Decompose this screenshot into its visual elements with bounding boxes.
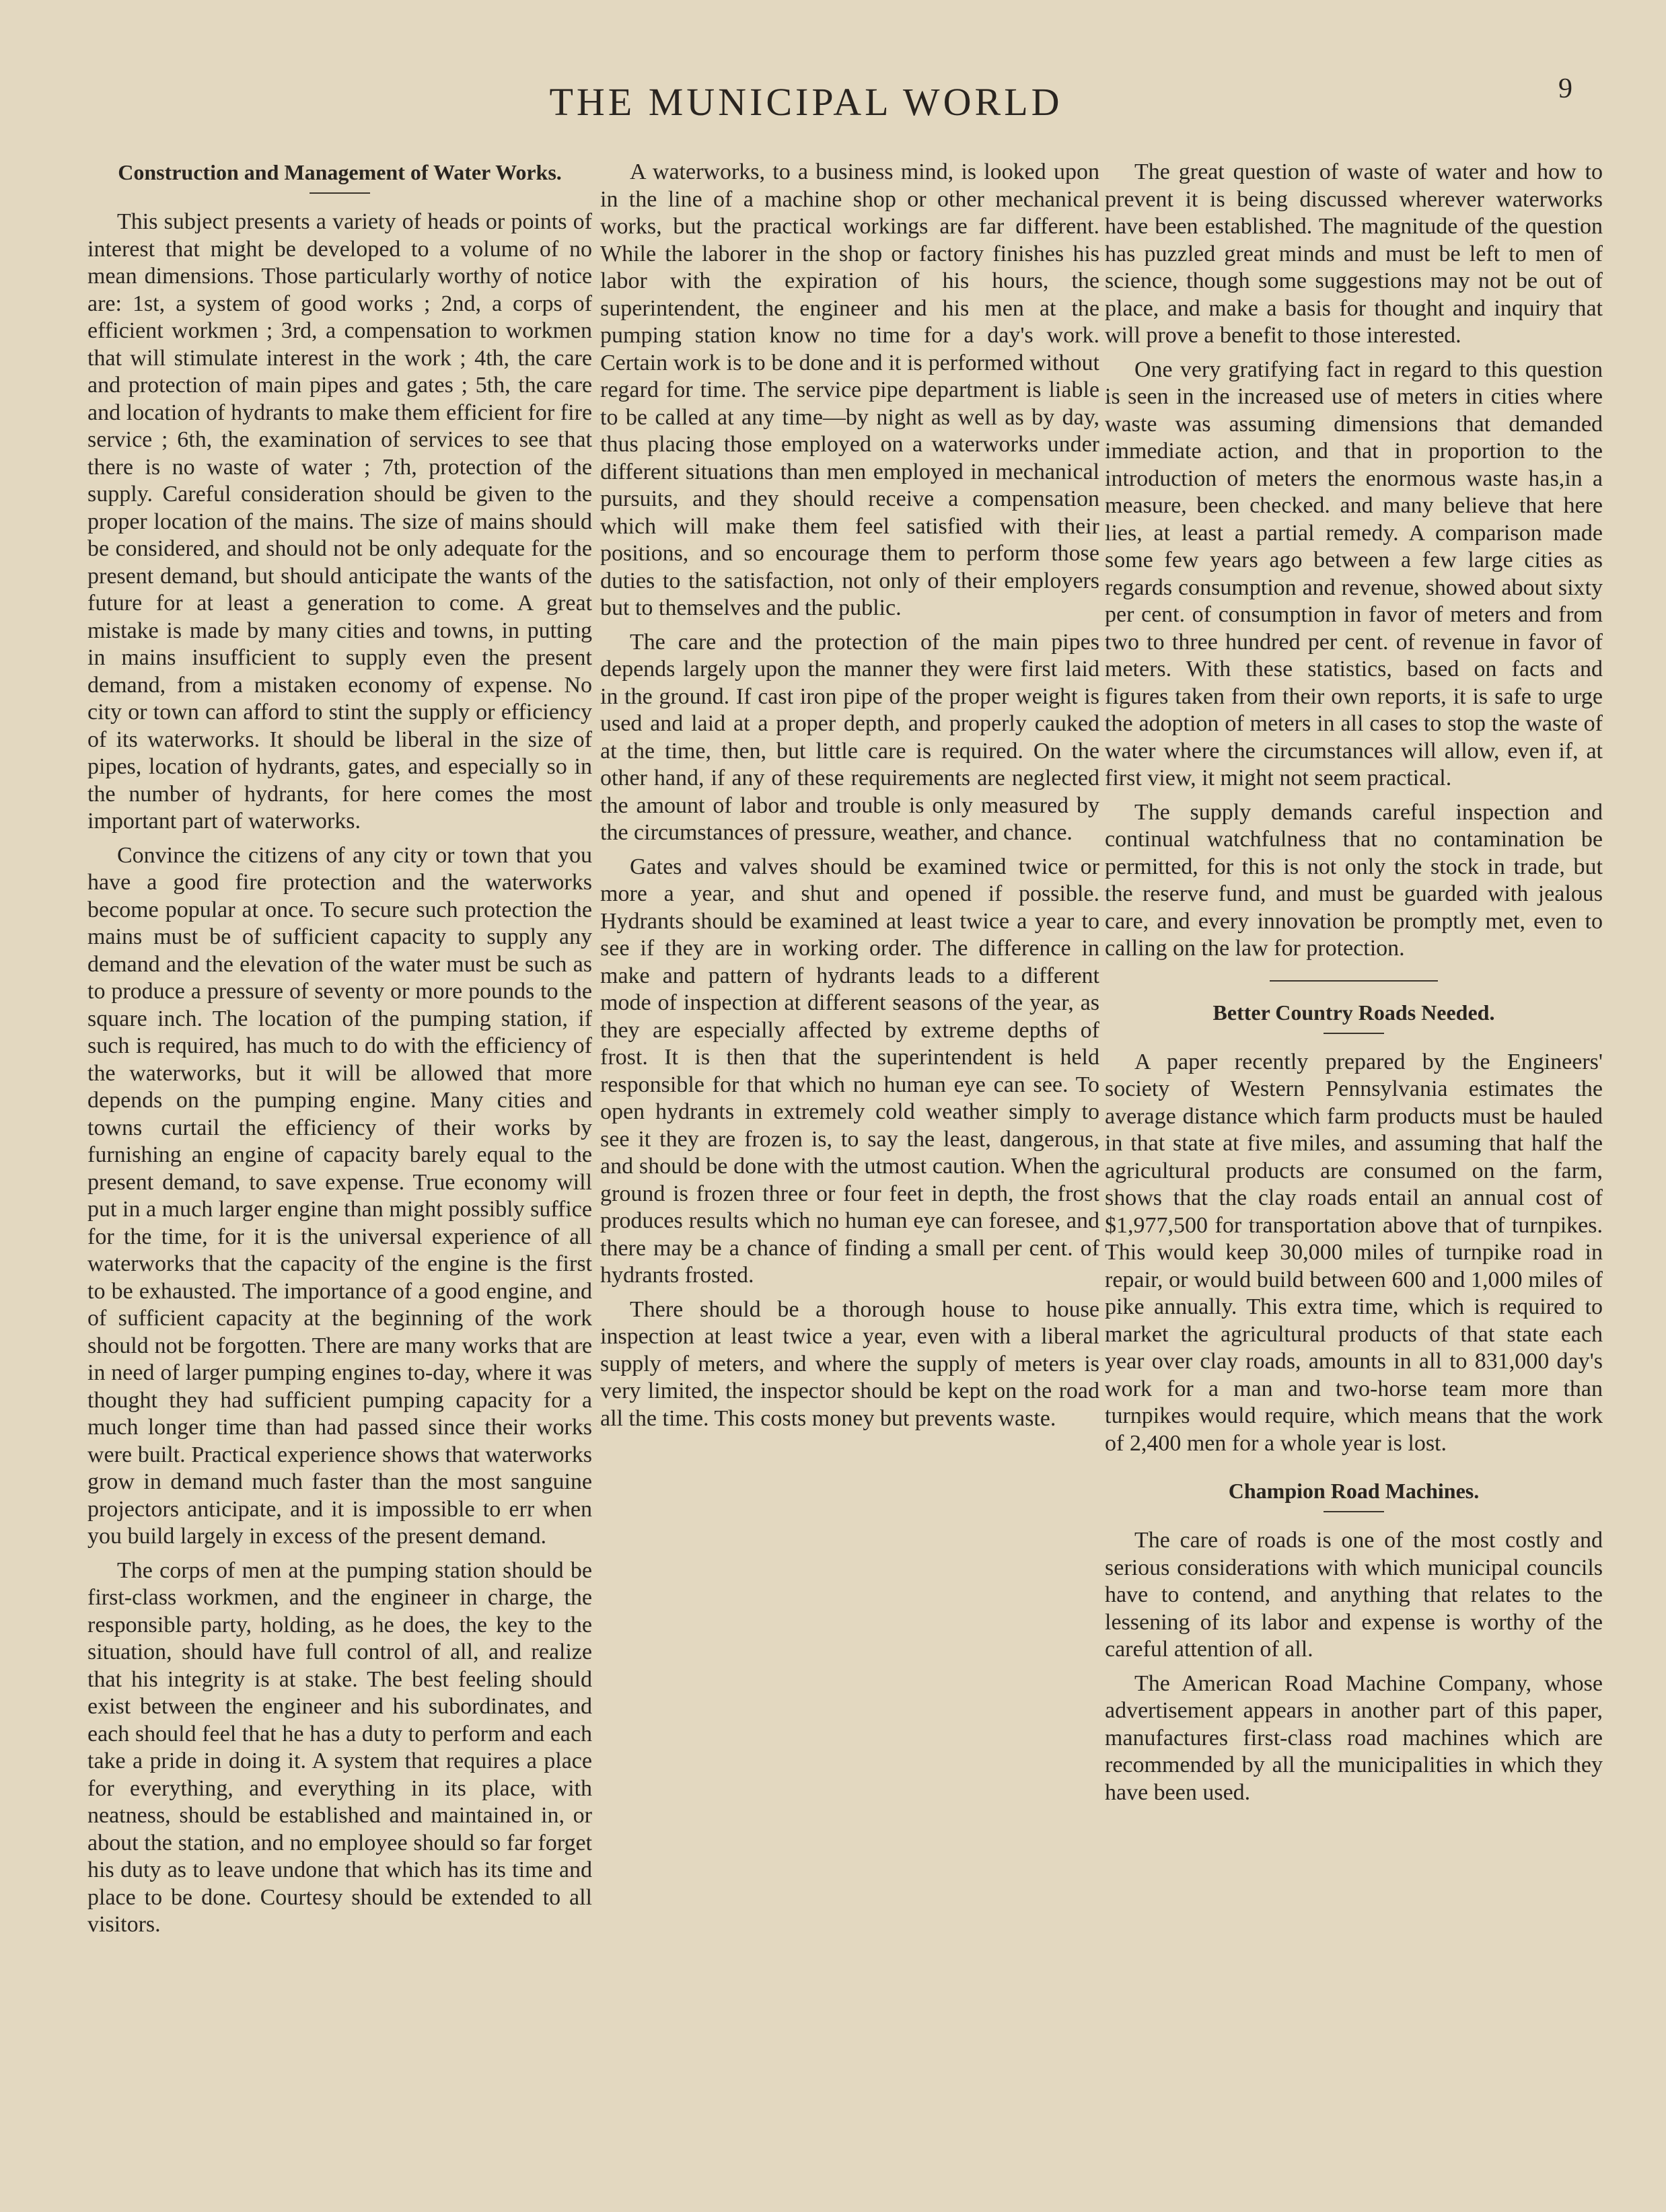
paragraph: The corps of men at the pumping station should be first-class workmen, and the engineer in charge, the responsible party, holding, as he does, the key to the situation, should have full control of all, and realize that his integrity is at stake. The best feeling should exist between the engineer and his subordinates, and each should feel that he has a duty to perform and each take a pride in doing it. A system that requires a place for everything, and everything in its place, with neatness, should be established and maintained in, or about the station, and no employee should so far forget his duty as to leave undone that which has its time and place to be done. Courtesy should be extended to all visitors. — [87, 1557, 592, 1937]
paragraph: One very gratifying fact in regard to this question is seen in the increased use of meters in cities where waste was assuming dimensions that demanded immediate action, and that in proportion to the introduction of meters the enormous waste has,in a measure, been checked. and many believe that here lies, at least a partial remedy. A comparison made some few years ago between a few large cities as regards consumption and revenue, showed about sixty per cent. of consumption in favor of meters and from two to three hundred per cent. of revenue in favor of meters. With these statistics, based on facts and figures taken from their own reports, it is safe to urge the adoption of meters in all cases to stop the waste of water where the circumstances will allow, even if, at first view, it might not seem practical. — [1105, 357, 1603, 790]
paragraph: The great question of waste of water and how to prevent it is being discussed wherever waterworks have been established. The magnitude of the question has puzzled great minds and must be left to men of science, though some suggestions may not be out of place, and make a basis for thought and inquiry that will prove a benefit to those interested. — [1105, 159, 1603, 348]
heading-rule — [1324, 1511, 1384, 1512]
article-heading-road-machines: Champion Road Machines. — [1228, 1479, 1480, 1503]
column-1 — [87, 159, 592, 2184]
paragraph: Gates and valves should be examined twice or more a year, and shut and opened if possible. Hydrants should be examined at least twice a year to see if they are in working order. The difference in make and pattern of hydrants leads to a different mode of inspection at different seasons of the year, as they are especially affected by extreme depths of frost. It is then that the superintendent is held responsible for that which no human eye can see. To open hydrants in extremely cold weather simply to see it they are frozen is, to say the least, dangerous, and should be done with the utmost caution. When the ground is frozen three or four feet in depth, the frost produces results which no human eye can foresee, and there may be a chance of finding a small per cent. of hydrants frosted. — [600, 854, 1099, 1288]
article-heading-water-works: Construction and Management of Water Works. — [118, 160, 562, 184]
publication-title: THE MUNICIPAL WORLD — [549, 80, 1063, 124]
paragraph: This subject presents a variety of heads or points of interest that might be developed to a volume of no mean dimensions. Those particularly worthy of notice are: 1st, a system of good works ; 2nd, a corps of efficient workmen ; 3rd, a compensation to workmen that will stimulate interest in the work ; 4th, the care and protection of main pipes and gates ; 5th, the care and location of hydrants to make them efficient for fire service ; 6th, the examination of services to see that there is no waste of water ; 7th, protection of the supply. Careful consideration should be given to the proper location of the mains. The size of mains should be considered, and should not be only adequate for the present demand, but should anticipate the wants of the future for at least a generation to come. A great mistake is made by many cities and towns, in putting in mains insufficient to supply even the present demand, from a mistaken economy of expense. No city or town can afford to stint the supply or efficiency of its waterworks. It should be liberal in the size of pipes, location of hydrants, gates, and especially so in the number of hydrants, for here comes the most important part of waterworks. — [87, 209, 592, 834]
page-number: 9 — [1558, 73, 1572, 104]
paragraph: The care of roads is one of the most costly and serious considerations with which municipal councils have to contend, and anything that relates to the lessening of its labor and expense is worthy of the careful attention of all. — [1105, 1528, 1603, 1662]
paragraph: There should be a thorough house to house inspection at least twice a year, even with a liberal supply of meters, and where the supply of meters is very limited, the inspector should be kept on the road all the time. This costs money but prevents waste. — [600, 1296, 1099, 1431]
paragraph: The American Road Machine Company, whose advertisement appears in another part of this paper, manufactures first-class road machines which are recommended by all the municipalities in which they have been used. — [1105, 1670, 1603, 1805]
paragraph: The supply demands careful inspection and continual watchfulness that no contamination be permitted, for this is not only the stock in trade, but the reserve fund, and must be guarded with jealous care, and every innovation be promptly met, even to calling on the law for protection. — [1105, 799, 1603, 961]
heading-rule — [1324, 1033, 1384, 1034]
column-2 — [600, 159, 1099, 2184]
paragraph: A waterworks, to a business mind, is looked upon in the line of a machine shop or other mechanical works, but the practical workings are far different. While the laborer in the shop or factory finishes his labor with the expiration of his hours, the superintendent, the engineer and his men at the pumping station know no time for a day's work. Certain work is to be done and it is performed without regard for time. The service pipe department is liable to be called at any time—by night as well as by day, thus placing those employed on a waterworks under different situations than men employed in mechanical pursuits, and they should receive a compensation which will make them feel satisfied with their positions, and so encourage them to perform those duties to the satisfaction, not only of their employers but to themselves and the public. — [600, 159, 1099, 620]
paragraph: Convince the citizens of any city or town that you have a good fire protection and the waterworks become popular at once. To secure such protection the mains must be of sufficient capacity to supply any demand and the elevation of the water must be such as to produce a pressure of seventy or more pounds to the square inch. The location of the pumping station, if such is required, has much to do with the efficiency of the waterworks, but it will be allowed that more depends on the pumping engine. Many cities and towns curtail the efficiency of their works by furnishing an engine of capacity barely equal to the present demand, to save expense. True economy will put in a much larger engine than might possibly suffice for the time, for it is the universal experience of all waterworks that the capacity of the engine is the first to be exhausted. The importance of a good engine, and of sufficient capacity at the beginning of the work should not be forgotten. There are many works that are in need of larger pumping engines to-day, where it was thought they had sufficient pumping capacity for a much longer time than had passed since their works were built. Practical experience shows that waterworks grow in demand much faster than the most sanguine projectors anticipate, and it is impossible to err when you build largely in excess of the present demand. — [87, 842, 592, 1549]
paragraph: A paper recently prepared by the Engineers' society of Western Pennsylvania estimates the average distance which farm products must be hauled in that state at five miles, and assuming that half the agricultural products are consumed on the farm, shows that the clay roads entail an annual cost of $1,977,500 for transportation above that of turnpikes. This would keep 30,000 miles of turnpike road in repair, or would build between 600 and 1,000 miles of pike annually. This extra time, which is required to market the agricultural products of that state each year over clay roads, amounts in all to 831,000 day's work for a man and two-horse team more than turnpikes would require, which means that the work of 2,400 men for a whole year is lost. — [1105, 1049, 1603, 1456]
paragraph: The care and the protection of the main pipes depends largely upon the manner they were first laid in the ground. If cast iron pipe of the proper weight is used and laid at a proper depth, and properly cauked at the time, then, but little care is required. On the other hand, if any of these requirements are neglected the amount of labor and trouble is only measured by the circumstances of pressure, weather, and chance. — [600, 629, 1099, 845]
column-3 — [1105, 159, 1603, 2184]
masthead — [0, 79, 1666, 136]
article-heading-country-roads: Better Country Roads Needed. — [1212, 1000, 1495, 1025]
article-divider — [1270, 980, 1438, 982]
heading-rule — [310, 192, 370, 194]
